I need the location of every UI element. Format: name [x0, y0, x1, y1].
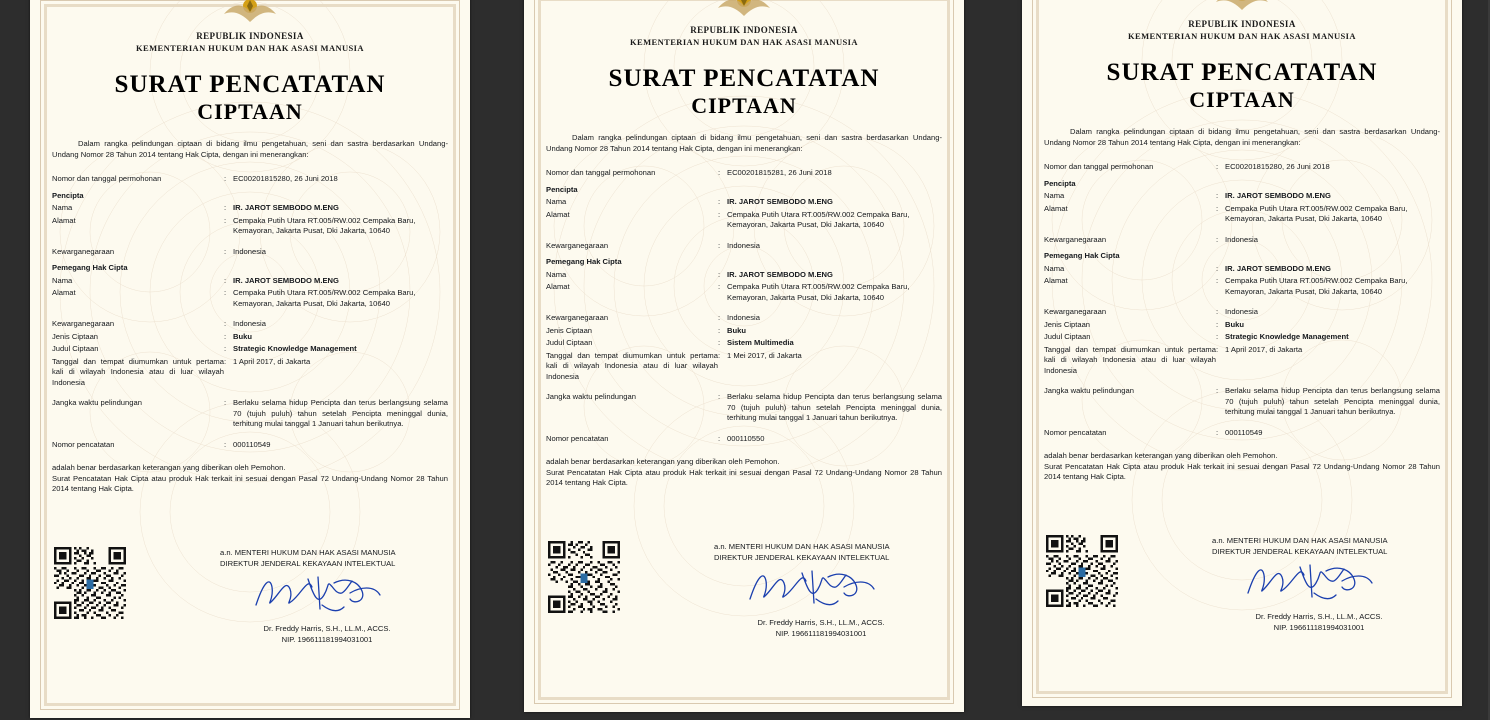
- table-row: [52, 331, 448, 344]
- label-work-type: Jenis Ciptaan: [52, 331, 99, 341]
- label-holder-nationality: Kewarganegaraan: [546, 313, 609, 322]
- table-row: [52, 318, 448, 331]
- label-holder-address: Alamat: [52, 288, 76, 297]
- table-row: [1044, 234, 1440, 247]
- certificate-page-2[interactable]: [496, 0, 992, 720]
- table-row: [52, 173, 448, 186]
- value-creator-address: Cempaka Putih Utara RT.005/RW.002 Cempaka Baru, Kemayoran, Jakarta Pusat, Dki Jakarta, 10640: [1225, 203, 1408, 223]
- document-title: [546, 64, 942, 119]
- closing-text: [546, 457, 942, 489]
- qr-code: [548, 541, 620, 613]
- signature-block: [1044, 535, 1440, 633]
- separator: :: [224, 331, 227, 341]
- table-row: [1044, 344, 1440, 378]
- table-row: [1044, 190, 1440, 203]
- ministry-line: KEMENTERIAN HUKUM DAN HAK ASASI MANUSIA: [136, 43, 364, 53]
- table-row: [546, 391, 942, 425]
- separator: :: [718, 197, 721, 206]
- signature-block: [546, 541, 942, 639]
- separator: :: [1216, 191, 1219, 200]
- value-registration-number: 000110549: [233, 439, 271, 449]
- title-line-2: CIPTAAN: [197, 99, 303, 124]
- separator: :: [718, 313, 721, 322]
- intro-paragraph: Dalam rangka pelindungan ciptaan di bidang ilmu pengetahuan, seni dan sastra berdasarkan Undang-Undang Nomor 28 Tahun 2014 tentang Hak Cipta, dengan ini menerangkan:: [1044, 127, 1440, 147]
- table-row: [52, 397, 448, 431]
- table-row: [52, 275, 448, 288]
- title-line-2: CIPTAAN: [691, 93, 797, 118]
- closing-line-2: Surat Pencatatan Hak Cipta atau produk Hak terkait ini sesuai dengan Pasal 72 Undang-Undang Nomor 28 Tahun 2014 tentang Hak Cipta.: [1044, 461, 1440, 481]
- garuda-crest-icon: [546, 0, 942, 24]
- republic-line: REPUBLIK INDONESIA: [690, 25, 798, 35]
- label-work-title: Judul Ciptaan: [1044, 332, 1091, 341]
- title-line-2: CIPTAAN: [1189, 87, 1295, 112]
- closing-line-2: Surat Pencatatan Hak Cipta atau produk Hak terkait ini sesuai dengan Pasal 72 Undang-Undang Nomor 28 Tahun 2014 tentang Hak Cipta.: [546, 467, 942, 487]
- certificate-page-1[interactable]: [0, 0, 496, 720]
- table-row: [1044, 263, 1440, 276]
- signer-nip: NIP. 196611181994031001: [281, 634, 373, 644]
- value-work-title: Sistem Multimedia: [727, 338, 794, 347]
- value-application: EC00201815280, 26 Juni 2018: [1225, 162, 1330, 171]
- table-row: [1044, 246, 1440, 263]
- table-row: [546, 252, 942, 269]
- table-row: [1044, 427, 1440, 440]
- signer-name: Dr. Freddy Harris, S.H., LL.M., ACCS.: [263, 623, 391, 633]
- label-first-announced: Tanggal dan tempat diumumkan untuk pertama kali di wilayah Indonesia atau di luar wilayah Indonesia: [546, 350, 718, 381]
- value-creator-nationality: Indonesia: [727, 240, 760, 250]
- label-creator-nationality: Kewarganegaraan: [52, 246, 115, 256]
- certificate-page-3[interactable]: [992, 0, 1488, 720]
- table-row: [546, 281, 942, 304]
- label-creator-nationality: Kewarganegaraan: [1044, 234, 1107, 244]
- republic-line: REPUBLIK INDONESIA: [196, 31, 304, 41]
- signature-image: [1204, 557, 1440, 609]
- table-row: [546, 433, 942, 446]
- signer-info: [706, 541, 942, 639]
- separator: :: [224, 398, 227, 407]
- closing-line-1: adalah benar berdasarkan keterangan yang diberikan oleh Pemohon.: [52, 463, 286, 472]
- table-row: [52, 343, 448, 356]
- separator: :: [1216, 386, 1219, 395]
- signer-title-line-1: a.n. MENTERI HUKUM DAN HAK ASASI MANUSIA: [220, 547, 396, 557]
- table-row: [1044, 306, 1440, 319]
- signer-name: Dr. Freddy Harris, S.H., LL.M., ACCS.: [1255, 611, 1383, 621]
- table-row: [52, 258, 448, 275]
- label-protection-term: Jangka waktu pelindungan: [546, 392, 636, 401]
- value-registration-number: 000110550: [727, 433, 765, 443]
- table-row: [52, 186, 448, 203]
- signer-nip: NIP. 196611181994031001: [1273, 622, 1365, 632]
- label-protection-term: Jangka waktu pelindungan: [1044, 386, 1134, 395]
- separator: :: [224, 319, 227, 328]
- label-first-announced: Tanggal dan tempat diumumkan untuk pertama kali di wilayah Indonesia atau di luar wilayah Indonesia: [1044, 344, 1216, 375]
- separator: :: [1216, 263, 1219, 273]
- signature-block: [52, 547, 448, 645]
- value-creator-nationality: Indonesia: [1225, 234, 1258, 244]
- value-protection-term: Berlaku selama hidup Pencipta dan terus berlangsung selama 70 (tujuh puluh) tahun setelah Pencipta meninggal dunia, terhitung mulai tanggal 1 Januari tahun berikutnya.: [1225, 386, 1440, 416]
- garuda-crest-icon: [1044, 0, 1440, 18]
- signer-title-line-2: DIREKTUR JENDERAL KEKAYAAN INTELEKTUAL: [714, 552, 890, 562]
- table-row: [1044, 275, 1440, 298]
- table-row: [1044, 203, 1440, 226]
- value-creator-name: IR. JAROT SEMBODO M.ENG: [1225, 191, 1331, 200]
- value-registration-number: 000110549: [1225, 427, 1263, 437]
- label-work-title: Judul Ciptaan: [546, 338, 593, 347]
- separator: :: [224, 246, 227, 256]
- closing-text: [1044, 451, 1440, 483]
- label-application: Nomor dan tanggal permohonan: [1044, 162, 1154, 171]
- table-row: [546, 269, 942, 282]
- table-row: [546, 312, 942, 325]
- separator: :: [224, 439, 227, 449]
- separator: :: [718, 240, 721, 250]
- issuer-heading: [546, 24, 942, 48]
- table-row: [546, 337, 942, 350]
- separator: :: [224, 275, 227, 285]
- value-first-announced: 1 April 2017, di Jakarta: [233, 356, 311, 366]
- value-holder-address: Cempaka Putih Utara RT.005/RW.002 Cempaka Baru, Kemayoran, Jakarta Pusat, Dki Jakarta, 10640: [233, 288, 416, 308]
- table-row: [52, 215, 448, 238]
- qr-code: [1046, 535, 1118, 607]
- separator: :: [718, 433, 721, 443]
- separator: :: [224, 215, 227, 225]
- label-creator-address: Alamat: [546, 209, 570, 219]
- table-row: [52, 439, 448, 452]
- value-work-title: Strategic Knowledge Management: [233, 344, 357, 353]
- table-row: [52, 287, 448, 310]
- signer-title-line-2: DIREKTUR JENDERAL KEKAYAAN INTELEKTUAL: [1212, 546, 1388, 556]
- table-row: [52, 246, 448, 259]
- label-work-type: Jenis Ciptaan: [546, 325, 593, 335]
- signer-title-line-1: a.n. MENTERI HUKUM DAN HAK ASASI MANUSIA: [1212, 535, 1388, 545]
- separator: :: [718, 350, 721, 360]
- table-row: [1044, 319, 1440, 332]
- issuer-heading: [52, 30, 448, 54]
- label-holder-name: Nama: [1044, 263, 1065, 273]
- value-holder-address: Cempaka Putih Utara RT.005/RW.002 Cempaka Baru, Kemayoran, Jakarta Pusat, Dki Jakarta, 10640: [727, 282, 910, 302]
- label-registration-number: Nomor pencatatan: [546, 433, 609, 443]
- intro-paragraph: Dalam rangka pelindungan ciptaan di bidang ilmu pengetahuan, seni dan sastra berdasarkan Undang-Undang Nomor 28 Tahun 2014 tentang Hak Cipta, dengan ini menerangkan:: [546, 133, 942, 153]
- table-row: [1044, 385, 1440, 419]
- label-creator-nationality: Kewarganegaraan: [546, 240, 609, 250]
- value-work-type: Buku: [1225, 319, 1244, 329]
- document-title: [1044, 58, 1440, 113]
- separator: :: [718, 209, 721, 219]
- value-first-announced: 1 April 2017, di Jakarta: [1225, 344, 1303, 354]
- signer-info: [212, 547, 448, 645]
- label-holder-group: Pemegang Hak Cipta: [546, 257, 622, 266]
- title-line-1: SURAT PENCATATAN: [1106, 59, 1378, 86]
- closing-line-1: adalah benar berdasarkan keterangan yang diberikan oleh Pemohon.: [546, 457, 780, 466]
- separator: :: [1216, 332, 1219, 341]
- table-row: [1044, 174, 1440, 191]
- table-row: [1044, 331, 1440, 344]
- separator: :: [1216, 276, 1219, 285]
- signature-image: [706, 563, 942, 615]
- fields-table: [1044, 161, 1440, 439]
- separator: :: [224, 203, 227, 212]
- label-creator-address: Alamat: [52, 215, 76, 225]
- certificate-body: [30, 0, 470, 718]
- label-creator-name: Nama: [52, 203, 73, 212]
- value-creator-nationality: Indonesia: [233, 246, 266, 256]
- value-holder-nationality: Indonesia: [1225, 307, 1258, 316]
- value-holder-name: IR. JAROT SEMBODO M.ENG: [727, 269, 833, 279]
- certificate-body: [1022, 0, 1462, 706]
- separator: :: [1216, 162, 1219, 171]
- label-creator-address: Alamat: [1044, 203, 1068, 213]
- separator: :: [1216, 427, 1219, 437]
- ministry-line: KEMENTERIAN HUKUM DAN HAK ASASI MANUSIA: [1128, 31, 1356, 41]
- closing-text: [52, 463, 448, 495]
- separator: :: [718, 269, 721, 279]
- label-holder-name: Nama: [52, 275, 73, 285]
- signer-title-line-2: DIREKTUR JENDERAL KEKAYAAN INTELEKTUAL: [220, 558, 396, 568]
- value-holder-nationality: Indonesia: [233, 319, 266, 328]
- value-work-title: Strategic Knowledge Management: [1225, 332, 1349, 341]
- value-holder-name: IR. JAROT SEMBODO M.ENG: [233, 275, 339, 285]
- issuer-heading: [1044, 18, 1440, 42]
- table-row: [52, 202, 448, 215]
- separator: :: [718, 168, 721, 177]
- label-holder-group: Pemegang Hak Cipta: [1044, 251, 1120, 260]
- table-row: [546, 209, 942, 232]
- value-work-type: Buku: [727, 325, 746, 335]
- value-creator-address: Cempaka Putih Utara RT.005/RW.002 Cempaka Baru, Kemayoran, Jakarta Pusat, Dki Jakarta, 10640: [233, 215, 416, 235]
- fields-table: [546, 167, 942, 445]
- separator: :: [1216, 319, 1219, 329]
- separator: :: [1216, 203, 1219, 213]
- separator: :: [718, 338, 721, 347]
- label-creator-group: Pencipta: [1044, 178, 1076, 188]
- table-row: [546, 180, 942, 197]
- separator: :: [1216, 344, 1219, 354]
- label-holder-name: Nama: [546, 269, 567, 279]
- label-holder-nationality: Kewarganegaraan: [52, 319, 115, 328]
- title-line-1: SURAT PENCATATAN: [608, 65, 880, 92]
- intro-paragraph: Dalam rangka pelindungan ciptaan di bidang ilmu pengetahuan, seni dan sastra berdasarkan Undang-Undang Nomor 28 Tahun 2014 tentang Hak Cipta, dengan ini menerangkan:: [52, 139, 448, 159]
- closing-line-1: adalah benar berdasarkan keterangan yang diberikan oleh Pemohon.: [1044, 451, 1278, 460]
- certificate-body: [524, 0, 964, 712]
- ministry-line: KEMENTERIAN HUKUM DAN HAK ASASI MANUSIA: [630, 37, 858, 47]
- label-first-announced: Tanggal dan tempat diumumkan untuk pertama kali di wilayah Indonesia atau di luar wilayah Indonesia: [52, 356, 224, 387]
- value-creator-address: Cempaka Putih Utara RT.005/RW.002 Cempaka Baru, Kemayoran, Jakarta Pusat, Dki Jakarta, 10640: [727, 209, 910, 229]
- label-creator-group: Pencipta: [52, 190, 84, 200]
- separator: :: [224, 344, 227, 353]
- value-application: EC00201815280, 26 Juni 2018: [233, 174, 338, 183]
- table-row: [546, 167, 942, 180]
- value-application: EC00201815281, 26 Juni 2018: [727, 168, 832, 177]
- closing-line-2: Surat Pencatatan Hak Cipta atau produk Hak terkait ini sesuai dengan Pasal 72 Undang-Undang Nomor 28 Tahun 2014 tentang Hak Cipta.: [52, 473, 448, 493]
- table-row: [546, 350, 942, 384]
- table-row: [52, 356, 448, 390]
- signer-info: [1204, 535, 1440, 633]
- title-line-1: SURAT PENCATATAN: [114, 71, 386, 98]
- value-protection-term: Berlaku selama hidup Pencipta dan terus berlangsung selama 70 (tujuh puluh) tahun setelah Pencipta meninggal dunia, terhitung mulai tanggal 1 Januari tahun berikutnya.: [233, 398, 448, 428]
- table-row: [546, 240, 942, 253]
- qr-code: [54, 547, 126, 619]
- garuda-crest-icon: [52, 0, 448, 30]
- value-holder-name: IR. JAROT SEMBODO M.ENG: [1225, 263, 1331, 273]
- value-creator-name: IR. JAROT SEMBODO M.ENG: [727, 197, 833, 206]
- table-row: [546, 196, 942, 209]
- value-first-announced: 1 Mei 2017, di Jakarta: [727, 350, 802, 360]
- value-creator-name: IR. JAROT SEMBODO M.ENG: [233, 203, 339, 212]
- label-work-type: Jenis Ciptaan: [1044, 319, 1091, 329]
- label-application: Nomor dan tanggal permohonan: [546, 168, 656, 177]
- label-holder-address: Alamat: [546, 282, 570, 291]
- document-title: [52, 70, 448, 125]
- label-registration-number: Nomor pencatatan: [1044, 427, 1107, 437]
- separator: :: [718, 325, 721, 335]
- separator: :: [224, 288, 227, 297]
- label-creator-name: Nama: [1044, 191, 1065, 200]
- table-row: [546, 325, 942, 338]
- label-holder-nationality: Kewarganegaraan: [1044, 307, 1107, 316]
- label-creator-group: Pencipta: [546, 184, 578, 194]
- separator: :: [224, 174, 227, 183]
- signer-name: Dr. Freddy Harris, S.H., LL.M., ACCS.: [757, 617, 885, 627]
- value-holder-nationality: Indonesia: [727, 313, 760, 322]
- signer-nip: NIP. 196611181994031001: [775, 628, 867, 638]
- separator: :: [1216, 307, 1219, 316]
- label-registration-number: Nomor pencatatan: [52, 439, 115, 449]
- label-application: Nomor dan tanggal permohonan: [52, 174, 162, 183]
- label-work-title: Judul Ciptaan: [52, 344, 99, 353]
- separator: :: [224, 356, 227, 366]
- separator: :: [718, 282, 721, 291]
- label-creator-name: Nama: [546, 197, 567, 206]
- value-protection-term: Berlaku selama hidup Pencipta dan terus berlangsung selama 70 (tujuh puluh) tahun setelah Pencipta meninggal dunia, terhitung mulai tanggal 1 Januari tahun berikutnya.: [727, 392, 942, 422]
- value-work-type: Buku: [233, 331, 252, 341]
- table-row: [1044, 161, 1440, 174]
- separator: :: [718, 392, 721, 401]
- republic-line: REPUBLIK INDONESIA: [1188, 19, 1296, 29]
- fields-table: [52, 173, 448, 451]
- label-holder-address: Alamat: [1044, 276, 1068, 285]
- signer-title-line-1: a.n. MENTERI HUKUM DAN HAK ASASI MANUSIA: [714, 541, 890, 551]
- separator: :: [1216, 234, 1219, 244]
- signature-image: [212, 569, 448, 621]
- label-protection-term: Jangka waktu pelindungan: [52, 398, 142, 407]
- value-holder-address: Cempaka Putih Utara RT.005/RW.002 Cempaka Baru, Kemayoran, Jakarta Pusat, Dki Jakarta, 10640: [1225, 276, 1408, 296]
- label-holder-group: Pemegang Hak Cipta: [52, 263, 128, 272]
